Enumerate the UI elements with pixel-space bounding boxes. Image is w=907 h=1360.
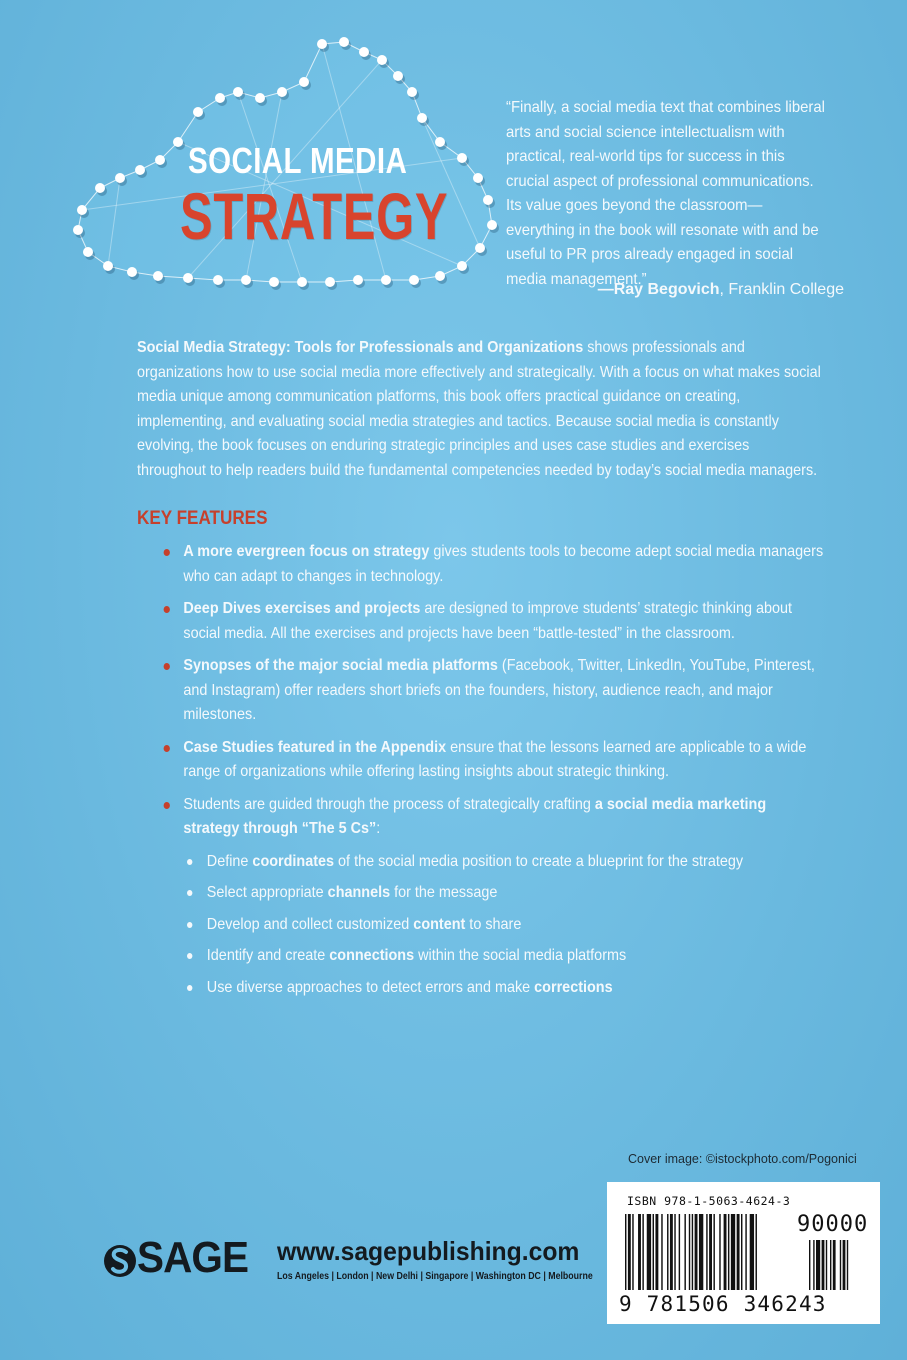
barcode-bar bbox=[642, 1214, 643, 1290]
pin-head bbox=[77, 205, 87, 215]
pin-head bbox=[483, 195, 493, 205]
sub-bullet-dot bbox=[187, 859, 192, 865]
sub-bold: coordinates bbox=[252, 852, 335, 870]
barcode-bar bbox=[728, 1214, 729, 1290]
sub-pre: Develop and collect customized bbox=[206, 915, 414, 933]
pin-head bbox=[155, 155, 165, 165]
pin-head bbox=[353, 275, 363, 285]
sub-bullet-dot bbox=[187, 890, 192, 896]
feature-bold: Synopses of the major social media platforms bbox=[183, 657, 498, 674]
isbn-label: ISBN 978-1-5063-4624-3 bbox=[627, 1194, 791, 1208]
barcode-bar bbox=[741, 1214, 742, 1290]
bullet-dot bbox=[164, 802, 170, 809]
quote-attribution bbox=[598, 281, 844, 299]
price-barcode-bar bbox=[847, 1240, 848, 1290]
pin-head bbox=[359, 47, 369, 57]
price-code: 90000 bbox=[797, 1212, 869, 1237]
publisher-cities: Los Angeles | London | New Delhi | Singapore | Washington DC | Melbourne bbox=[277, 1271, 593, 1282]
feature-bold: A more evergreen focus on strategy bbox=[183, 543, 430, 560]
price-barcode-bar bbox=[809, 1240, 810, 1290]
feature-item bbox=[160, 540, 826, 589]
book-title-line2: STRATEGY bbox=[180, 179, 449, 253]
book-description bbox=[137, 336, 821, 483]
pin-head bbox=[73, 225, 83, 235]
book-title-line1: SOCIAL MEDIA bbox=[188, 140, 408, 181]
pin-head bbox=[381, 275, 391, 285]
sub-pre: Use diverse approaches to detect errors and make bbox=[206, 978, 535, 996]
pin-head bbox=[457, 153, 467, 163]
barcode-bar bbox=[745, 1214, 746, 1290]
pin-head bbox=[277, 87, 287, 97]
feature-item-five-cs bbox=[160, 793, 826, 1000]
pin-head bbox=[135, 165, 145, 175]
sub-pre: Define bbox=[206, 852, 253, 870]
sub-post: of the social media position to create a blueprint for the strategy bbox=[334, 852, 744, 870]
barcode-bar bbox=[724, 1214, 727, 1290]
pin-head bbox=[95, 183, 105, 193]
barcode-bar bbox=[667, 1214, 668, 1290]
pin-head bbox=[407, 87, 417, 97]
bullet-dot bbox=[164, 606, 170, 613]
barcode-bar bbox=[731, 1214, 735, 1290]
barcode-bar bbox=[692, 1214, 693, 1290]
feature-item bbox=[160, 597, 826, 646]
pin-head bbox=[173, 137, 183, 147]
sub-bullet-dot bbox=[187, 953, 192, 959]
sub-item bbox=[183, 850, 826, 874]
barcode-bar bbox=[670, 1214, 673, 1290]
price-barcode-bar bbox=[833, 1240, 836, 1290]
pin-head bbox=[457, 261, 467, 271]
barcode-bar bbox=[679, 1214, 680, 1290]
sub-pre: Select appropriate bbox=[206, 884, 328, 901]
description-book-title: Social Media Strategy: Tools for Professionals and Organizations bbox=[137, 339, 584, 356]
sub-post: within the social media platforms bbox=[414, 947, 627, 964]
publisher-url[interactable]: www.sagepublishing.com bbox=[277, 1236, 580, 1266]
ean-number: 9 781506 346243 bbox=[619, 1292, 827, 1316]
price-barcode-bar bbox=[822, 1240, 825, 1290]
five-cs-bold: a social media marketing strategy through “The 5 Cs” bbox=[183, 795, 767, 837]
key-features-heading: KEY FEATURES bbox=[137, 508, 268, 529]
sub-bold: connections bbox=[329, 947, 415, 964]
quote-affiliation: , Franklin College bbox=[719, 281, 844, 298]
price-barcode-bar bbox=[813, 1240, 814, 1290]
barcode-bar bbox=[737, 1214, 740, 1290]
barcode-bar bbox=[689, 1214, 690, 1290]
pin-head bbox=[193, 107, 203, 117]
price-barcode-bar bbox=[830, 1240, 831, 1290]
pin-head bbox=[183, 273, 193, 283]
pin-head bbox=[127, 267, 137, 277]
barcode-bar bbox=[661, 1214, 662, 1290]
pin-head bbox=[215, 93, 225, 103]
bullet-dot bbox=[164, 549, 170, 556]
barcode-bar bbox=[632, 1214, 633, 1290]
price-barcode-bar bbox=[843, 1240, 846, 1290]
sub-bullet-dot bbox=[187, 985, 192, 991]
pin-head bbox=[115, 173, 125, 183]
pin-head bbox=[317, 39, 327, 49]
pin-head bbox=[475, 243, 485, 253]
cover-image-credit: Cover image: ©istockphoto.com/Pogonici bbox=[628, 1152, 857, 1166]
pin-head bbox=[269, 277, 279, 287]
pin-head bbox=[299, 77, 309, 87]
bullet-dot bbox=[164, 663, 170, 670]
barcode-bar bbox=[638, 1214, 641, 1290]
pin-head bbox=[297, 277, 307, 287]
key-features-list bbox=[160, 540, 826, 1008]
pin-head bbox=[103, 261, 113, 271]
sub-post: for the message bbox=[390, 884, 498, 901]
quote-author: —Ray Begovich bbox=[597, 281, 720, 298]
pin-head bbox=[233, 87, 243, 97]
sage-logo-icon bbox=[103, 1238, 137, 1284]
sub-bold: channels bbox=[327, 884, 391, 901]
barcode-bar bbox=[756, 1214, 757, 1290]
barcode-bar bbox=[674, 1214, 675, 1290]
barcode-bar bbox=[750, 1214, 754, 1290]
price-barcode-bar bbox=[840, 1240, 841, 1290]
endorsement-quote: “Finally, a social media text that combines liberal arts and social science intellectualism with practical, real-world tips for success in this crucial aspect of professional communications. Its value goes beyond the classroom—everything in the book will resonate with and be useful to PR pros already engaged in social media management.” bbox=[506, 99, 825, 288]
isbn-barcode bbox=[607, 1182, 880, 1324]
price-barcode-bar bbox=[816, 1240, 820, 1290]
feature-text: (Facebook, Twitter, LinkedIn, YouTube, Pinterest, and Instagram) offer readers short briefs on the founders, history, audience reach, and major milestones. bbox=[183, 657, 815, 723]
bullet-dot bbox=[164, 745, 170, 752]
sub-item bbox=[183, 976, 826, 1000]
pin-head bbox=[213, 275, 223, 285]
sub-item bbox=[183, 944, 826, 968]
sub-item bbox=[183, 913, 826, 937]
pin-head bbox=[435, 137, 445, 147]
pin-head bbox=[417, 113, 427, 123]
pin-head bbox=[241, 275, 251, 285]
pin-head bbox=[255, 93, 265, 103]
feature-bold: Case Studies featured in the Appendix bbox=[183, 738, 447, 756]
barcode-bar bbox=[713, 1214, 714, 1290]
barcode-bar bbox=[706, 1214, 707, 1290]
feature-item bbox=[160, 736, 826, 785]
barcode-bar bbox=[653, 1214, 654, 1290]
barcode-bar bbox=[695, 1214, 698, 1290]
pin-head bbox=[473, 173, 483, 183]
barcode-bar bbox=[719, 1214, 720, 1290]
sub-post: to share bbox=[465, 915, 522, 933]
barcode-bar bbox=[647, 1214, 651, 1290]
pin-head bbox=[153, 271, 163, 281]
barcode-bar bbox=[699, 1214, 703, 1290]
five-cs-sublist bbox=[183, 850, 826, 1000]
five-cs-colon: : bbox=[376, 820, 381, 837]
pin-head bbox=[393, 71, 403, 81]
feature-text: are designed to improve students’ strategic thinking about social media. All the exercises and projects have been “battle-tested” in the classroom. bbox=[183, 600, 793, 642]
pin-head bbox=[83, 247, 93, 257]
description-text: shows professionals and organizations how to use social media more effectively and strategically. With a focus on what makes social media unique among communication platforms, this book offers practical guidance on creating, implementing, and evaluating social media strategies and tactics. Because social media is constantly evolving, the book focuses on enduring strategic principles and uses case studies and exercises throughout to help readers build the fundamental competencies needed by today’s social media managers. bbox=[137, 339, 821, 479]
pin-head bbox=[435, 271, 445, 281]
barcode-bar bbox=[655, 1214, 658, 1290]
feature-bold: Deep Dives exercises and projects bbox=[183, 600, 421, 617]
price-barcode-bar bbox=[826, 1240, 827, 1290]
pin-head bbox=[339, 37, 349, 47]
pin-head bbox=[325, 277, 335, 287]
publisher-name: SAGE bbox=[137, 1233, 249, 1282]
sub-bold: corrections bbox=[534, 978, 613, 996]
barcode-bar bbox=[709, 1214, 712, 1290]
sub-bold: content bbox=[413, 915, 466, 933]
five-cs-intro: Students are guided through the process of strategically crafting bbox=[183, 795, 595, 813]
pin-head bbox=[377, 55, 387, 65]
feature-text: ensure that the lessons learned are applicable to a wide range of organizations while offering lasting insights about strategic thinking. bbox=[183, 738, 807, 780]
barcode-bar bbox=[628, 1214, 631, 1290]
sub-item bbox=[183, 881, 826, 905]
barcode-bar bbox=[625, 1214, 626, 1290]
sub-pre: Identify and create bbox=[206, 947, 330, 964]
feature-item bbox=[160, 654, 826, 728]
pin-head bbox=[409, 275, 419, 285]
barcode-bar bbox=[684, 1214, 685, 1290]
feature-text: gives students tools to become adept social media managers who can adapt to changes in technology. bbox=[183, 543, 824, 585]
sub-bullet-dot bbox=[187, 922, 192, 928]
pin-head bbox=[487, 220, 497, 230]
